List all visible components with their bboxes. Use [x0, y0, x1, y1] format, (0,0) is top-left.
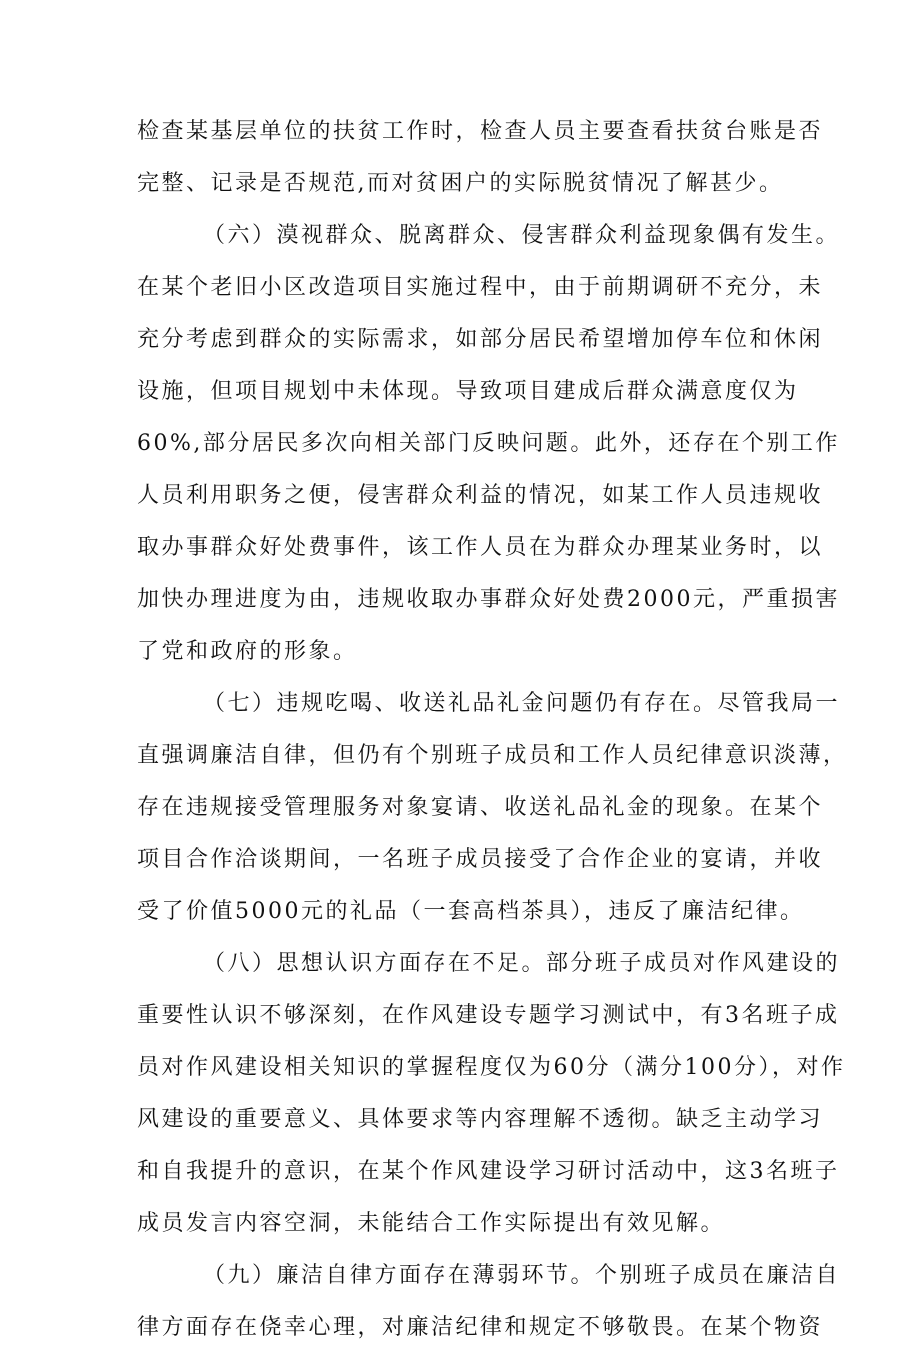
text-line: 项目合作洽谈期间，一名班子成员接受了合作企业的宴请，并收 [137, 847, 824, 872]
section-heading-line: （八）思想认识方面存在不足。部分班子成员对作风建设的 [203, 951, 841, 976]
section-heading-line: （七）违规吃喝、收送礼品礼金问题仍有存在。尽管我局一 [203, 691, 841, 716]
text-line: 设施，但项目规划中未体现。导致项目建成后群众满意度仅为 [137, 379, 799, 404]
text-line: 存在违规接受管理服务对象宴请、收送礼品礼金的现象。在某个 [137, 795, 824, 820]
text-line: 律方面存在侥幸心理，对廉洁纪律和规定不够敬畏。在某个物资 [137, 1315, 824, 1340]
section-heading-line: （九）廉洁自律方面存在薄弱环节。个别班子成员在廉洁自 [203, 1263, 841, 1288]
text-line: 直强调廉洁自律，但仍有个别班子成员和工作人员纪律意识淡薄， [137, 743, 848, 768]
text-line: 员对作风建设相关知识的掌握程度仅为60分（满分100分），对作 [137, 1055, 846, 1080]
text-line: 完整、记录是否规范,而对贫困户的实际脱贫情况了解甚少。 [137, 171, 784, 196]
text-line: 充分考虑到群众的实际需求，如部分居民希望增加停车位和休闲 [137, 327, 824, 352]
text-line: 了党和政府的形象。 [137, 639, 358, 664]
text-line: 60%,部分居民多次向相关部门反映问题。此外，还存在个别工作 [137, 431, 840, 456]
text-line: 风建设的重要意义、具体要求等内容理解不透彻。缺乏主动学习 [137, 1107, 824, 1132]
text-line: 受了价值5000元的礼品（一套高档茶具），违反了廉洁纪律。 [137, 899, 805, 924]
text-line: 检查某基层单位的扶贫工作时，检查人员主要查看扶贫台账是否 [137, 119, 824, 144]
text-line: 在某个老旧小区改造项目实施过程中，由于前期调研不充分，未 [137, 275, 824, 300]
section-heading-line: （六）漠视群众、脱离群众、侵害群众利益现象偶有发生。 [203, 223, 841, 248]
text-line: 人员利用职务之便，侵害群众利益的情况，如某工作人员违规收 [137, 483, 824, 508]
text-line: 加快办理进度为由，违规收取办事群众好处费2000元，严重损害 [137, 587, 840, 612]
body-text [137, 106, 848, 1354]
text-line: 成员发言内容空洞，未能结合工作实际提出有效见解。 [137, 1211, 726, 1236]
text-line: 和自我提升的意识，在某个作风建设学习研讨活动中，这3名班子 [137, 1159, 840, 1184]
text-line: 重要性认识不够深刻，在作风建设专题学习测试中，有3名班子成 [137, 1003, 840, 1028]
text-line: 取办事群众好处费事件，该工作人员在为群众办理某业务时，以 [137, 535, 824, 560]
